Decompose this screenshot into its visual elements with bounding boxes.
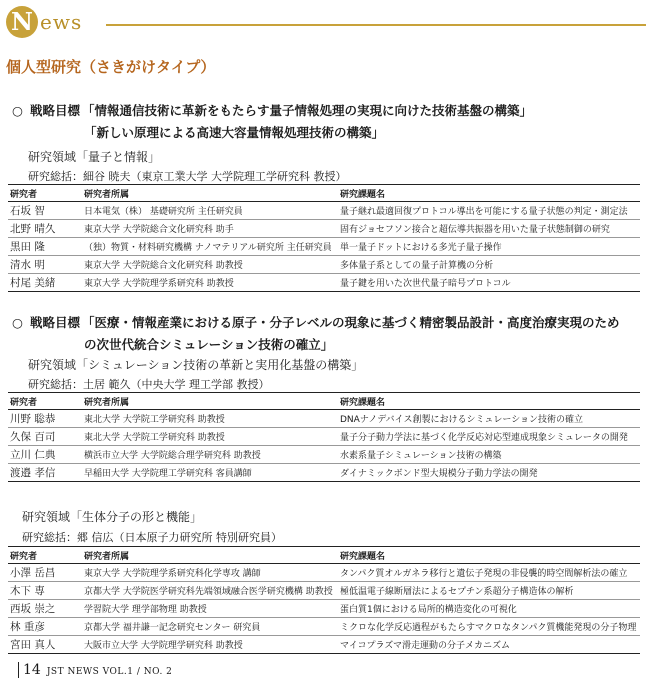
research-topic: 多体量子系としての量子計算機の分析 bbox=[338, 256, 640, 274]
research-field-1: 研究領域「量子と情報」 bbox=[28, 150, 161, 164]
research-topic: ミクロな化学反応過程がもたらすマクロなタンパク質機能発現の分子物理 bbox=[338, 618, 640, 636]
news-logo-circle: N bbox=[6, 6, 38, 38]
research-topic: マイコプラズマ滑走運動の分子メカニズム bbox=[338, 636, 640, 654]
research-topic: 量子継れ最適回復プロトコル導出を可能にする量子状態の判定・測定法 bbox=[338, 202, 640, 220]
researcher-table-3 bbox=[8, 546, 640, 654]
researcher-name: 黒田 隆 bbox=[8, 238, 82, 256]
goal-line-2: の次世代統合シミュレーション技術の確立」 bbox=[84, 337, 334, 352]
research-field-2: 研究領域「シミュレーション技術の革新と実用化基盤の構築」 bbox=[28, 358, 364, 372]
researcher-name: 川野 聡恭 bbox=[8, 410, 82, 428]
researcher-affiliation: （独）物質・材料研究機構 ナノマテリアル研究所 主任研究員 bbox=[82, 238, 338, 256]
col-header-affiliation: 研究者所属 bbox=[82, 393, 338, 410]
researcher-name: 木下 専 bbox=[8, 582, 82, 600]
table-row bbox=[8, 446, 640, 464]
goal-label: 戦略目標 bbox=[30, 103, 81, 118]
researcher-affiliation: 横浜市立大学 大学院総合理学研究科 助教授 bbox=[82, 446, 338, 464]
researcher-table-2 bbox=[8, 392, 640, 482]
circle-bullet-icon: ○ bbox=[12, 315, 23, 330]
table-row bbox=[8, 464, 640, 482]
col-header-topic: 研究課題名 bbox=[338, 547, 640, 564]
table-row bbox=[8, 600, 640, 618]
goal-line-1: 「情報通信技術に革新をもたらす量子情報処理の実現に向けた技術基盤の構築」 bbox=[82, 103, 533, 118]
research-topic: ダイナミックボンド型大規模分子動力学法の開発 bbox=[338, 464, 640, 482]
research-topic: 量子鍵を用いた次世代量子暗号プロトコル bbox=[338, 274, 640, 292]
col-header-researcher: 研究者 bbox=[8, 393, 82, 410]
page-footer bbox=[18, 662, 172, 678]
research-topic: 固有ジョセフソン接合と超伝導共振器を用いた量子状態制御の研究 bbox=[338, 220, 640, 238]
table-row bbox=[8, 582, 640, 600]
table-row bbox=[8, 238, 640, 256]
researcher-name: 北野 晴久 bbox=[8, 220, 82, 238]
researcher-affiliation: 東京大学 大学院理学系研究科 助教授 bbox=[82, 274, 338, 292]
research-topic: 水素系量子シミュレーション技術の構築 bbox=[338, 446, 640, 464]
circle-bullet-icon: ○ bbox=[12, 103, 23, 118]
col-header-topic: 研究課題名 bbox=[338, 185, 640, 202]
magazine-issue: JST NEWS VOL.1 / NO. 2 bbox=[46, 667, 173, 677]
researcher-name: 西坂 崇之 bbox=[8, 600, 82, 618]
researcher-affiliation: 東京大学 大学院総合文化研究科 助教授 bbox=[82, 256, 338, 274]
researcher-affiliation: 日本電気（株） 基礎研究所 主任研究員 bbox=[82, 202, 338, 220]
researcher-name: 林 重彦 bbox=[8, 618, 82, 636]
researcher-affiliation: 大阪市立大学 大学院理学研究科 助教授 bbox=[82, 636, 338, 654]
research-topic: 単一量子ドットにおける多光子量子操作 bbox=[338, 238, 640, 256]
supervisor-2: 研究総括：土居 範久（中央大学 理工学部 教授） bbox=[28, 378, 270, 391]
research-topic: 極低温電子線断層法によるセプチン系超分子構造体の解析 bbox=[338, 582, 640, 600]
table-row bbox=[8, 274, 640, 292]
table-row bbox=[8, 618, 640, 636]
researcher-name: 宮田 真人 bbox=[8, 636, 82, 654]
table-row bbox=[8, 636, 640, 654]
supervisor-3: 研究総括：郷 信広（日本原子力研究所 特別研究員） bbox=[22, 531, 282, 544]
researcher-name: 立川 仁典 bbox=[8, 446, 82, 464]
table-row bbox=[8, 202, 640, 220]
researcher-affiliation: 京都大学 大学院医学研究科先端領域融合医学研究機構 助教授 bbox=[82, 582, 338, 600]
researcher-name: 小澤 岳昌 bbox=[8, 564, 82, 582]
researcher-affiliation: 東京大学 大学院理学系研究科化学専攻 講師 bbox=[82, 564, 338, 582]
researcher-affiliation: 東京大学 大学院総合文化研究科 助手 bbox=[82, 220, 338, 238]
researcher-affiliation: 京都大学 福井謙一記念研究センター 研究員 bbox=[82, 618, 338, 636]
col-header-affiliation: 研究者所属 bbox=[82, 185, 338, 202]
table-row bbox=[8, 564, 640, 582]
table-row bbox=[8, 256, 640, 274]
col-header-researcher: 研究者 bbox=[8, 185, 82, 202]
table-row bbox=[8, 220, 640, 238]
goal-label: 戦略目標 bbox=[30, 315, 81, 330]
section-title: 個人型研究（さきがけタイプ） bbox=[6, 58, 216, 76]
researcher-affiliation: 東北大学 大学院工学研究科 助教授 bbox=[82, 428, 338, 446]
researcher-affiliation: 学習院大学 理学部物理 助教授 bbox=[82, 600, 338, 618]
supervisor-1: 研究総括：細谷 暁夫（東京工業大学 大学院理工学研究科 教授） bbox=[28, 170, 347, 183]
strategic-goal-1 bbox=[12, 100, 532, 144]
research-topic: 蛋白質1個における局所的構造変化の可視化 bbox=[338, 600, 640, 618]
page-number: 14 bbox=[18, 662, 41, 678]
researcher-affiliation: 早稲田大学 大学院理工学研究科 客員講師 bbox=[82, 464, 338, 482]
research-topic: タンパク質オルガネラ移行と遺伝子発現の非侵襲的時空間解析法の確立 bbox=[338, 564, 640, 582]
research-topic: DNAナノデバイス創製におけるシミュレーション技術の確立 bbox=[338, 410, 640, 428]
researcher-name: 清水 明 bbox=[8, 256, 82, 274]
news-logo-word: ews bbox=[40, 10, 83, 34]
col-header-affiliation: 研究者所属 bbox=[82, 547, 338, 564]
strategic-goal-2 bbox=[12, 312, 620, 356]
researcher-name: 村尾 美緒 bbox=[8, 274, 82, 292]
header-rule bbox=[106, 24, 646, 26]
research-field-3: 研究領域「生体分子の形と機能」 bbox=[22, 510, 203, 524]
researcher-name: 久保 百司 bbox=[8, 428, 82, 446]
researcher-name: 石坂 智 bbox=[8, 202, 82, 220]
col-header-topic: 研究課題名 bbox=[338, 393, 640, 410]
research-topic: 量子分子動力学法に基づく化学反応対応型連成現象シミュレータの開発 bbox=[338, 428, 640, 446]
goal-line-2: 「新しい原理による高速大容量情報処理技術の構築」 bbox=[84, 125, 385, 140]
goal-line-1: 「医療・情報産業における原子・分子レベルの現象に基づく精密製品設計・高度治療実現のため bbox=[82, 315, 620, 330]
table-row bbox=[8, 410, 640, 428]
researcher-affiliation: 東北大学 大学院工学研究科 助教授 bbox=[82, 410, 338, 428]
researcher-name: 渡邉 孝信 bbox=[8, 464, 82, 482]
col-header-researcher: 研究者 bbox=[8, 547, 82, 564]
news-header bbox=[6, 6, 646, 40]
table-row bbox=[8, 428, 640, 446]
researcher-table-1 bbox=[8, 184, 640, 292]
